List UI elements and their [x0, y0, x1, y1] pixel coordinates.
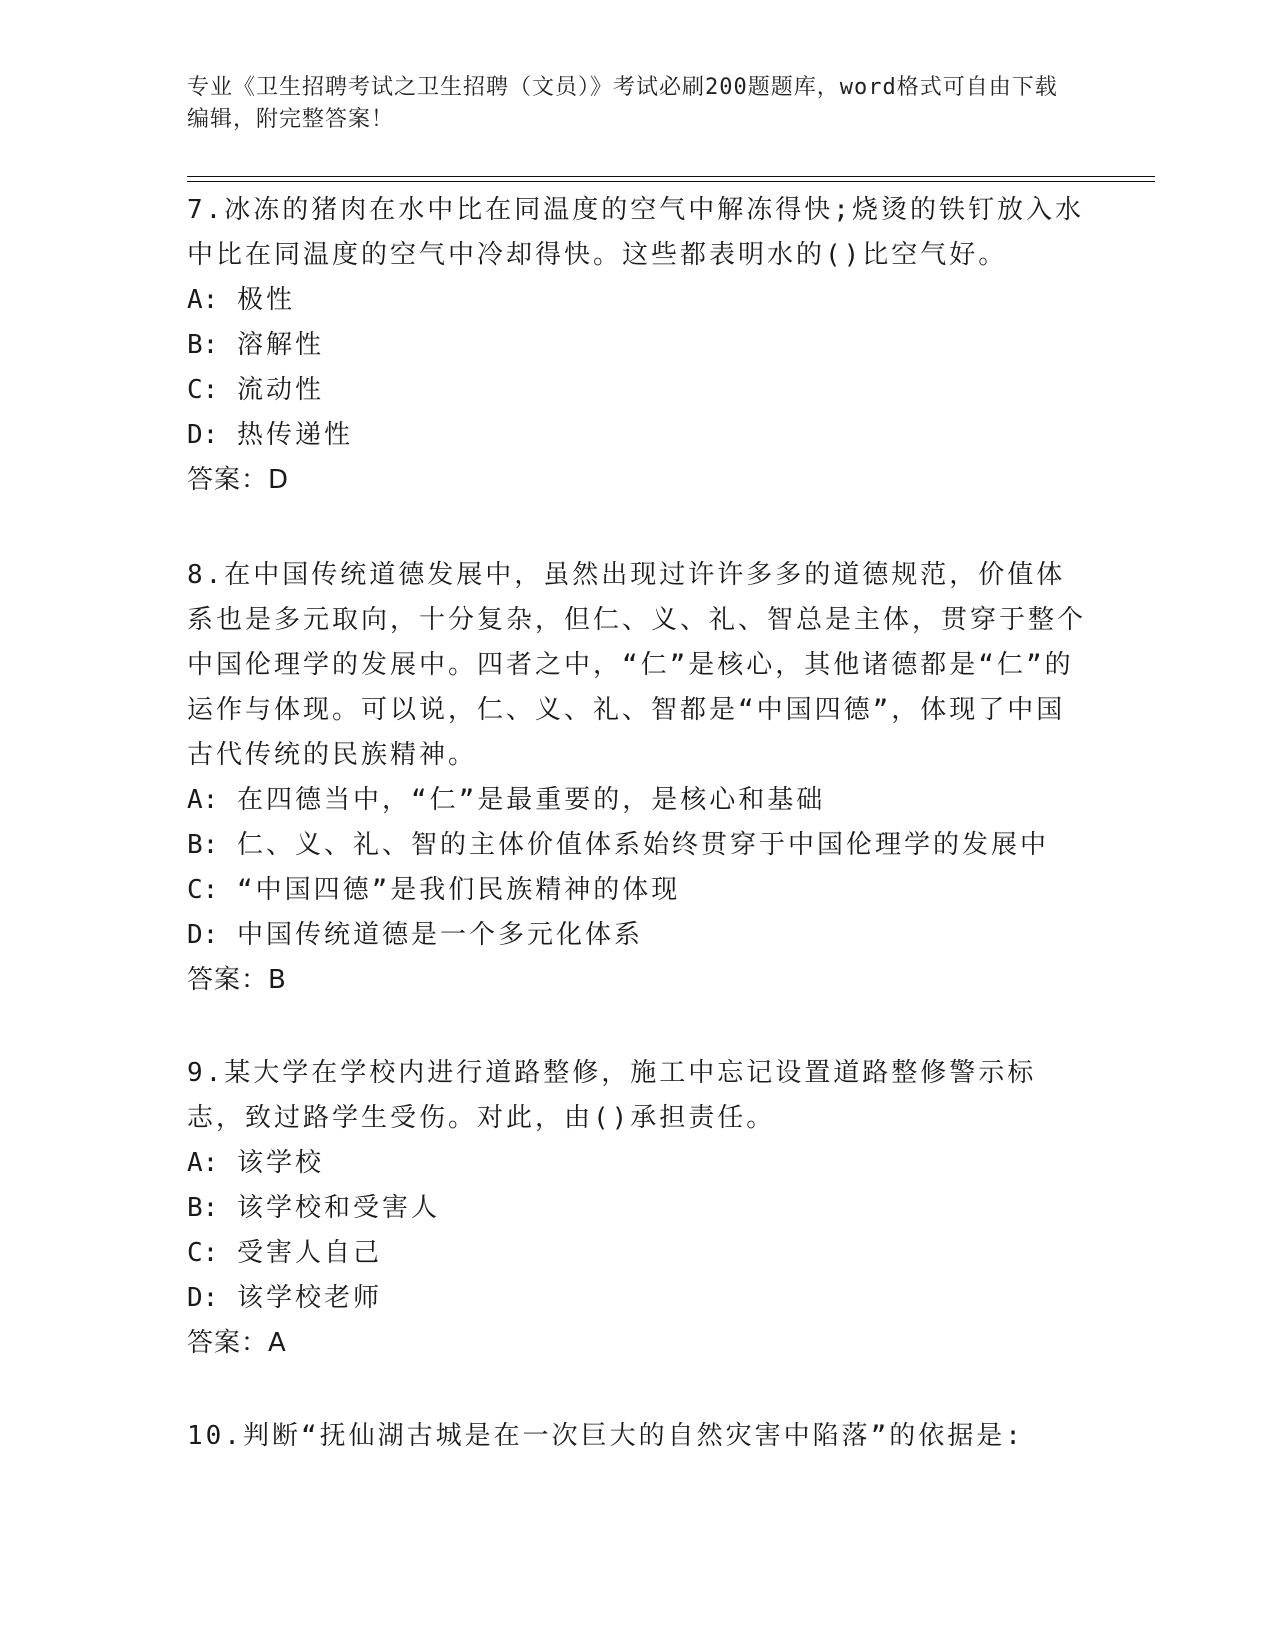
option-text: 流动性: [236, 375, 324, 405]
question-8: [187, 553, 1087, 1003]
option-key: A:: [187, 285, 219, 315]
option-a: [187, 278, 1087, 323]
question-7: [187, 188, 1087, 503]
option-text: “中国四德”是我们民族精神的体现: [236, 875, 681, 905]
option-key: A:: [187, 1148, 219, 1178]
option-key: C:: [187, 1238, 219, 1268]
question-stem: 7.冰冻的猪肉在水中比在同温度的空气中解冻得快;烧烫的铁钉放入水中比在同温度的空气中冷却得快。这些都表明水的()比空气好。: [187, 195, 1084, 270]
option-key: D:: [187, 920, 219, 950]
option-c: [187, 368, 1087, 413]
option-key: D:: [187, 1283, 219, 1313]
document-header: [187, 72, 1067, 136]
option-text: 在四德当中，“仁”是最重要的，是核心和基础: [236, 785, 826, 815]
question-9: [187, 1051, 1087, 1366]
option-d: [187, 913, 1087, 958]
question-stem: 8.在中国传统道德发展中，虽然出现过许许多多的道德规范，价值体系也是多元取向，十分复杂，但仁、义、礼、智总是主体，贯穿于整个中国伦理学的发展中。四者之中，“仁”是核心，其他诸德都是“仁”的运作与体现。可以说，仁、义、礼、智都是“中国四德”，体现了中国古代传统的民族精神。: [187, 560, 1087, 770]
answer-line: 答案：D: [187, 465, 290, 495]
option-a: [187, 778, 1087, 823]
option-key: B:: [187, 330, 219, 360]
option-text: 热传递性: [236, 420, 353, 450]
question-10: [187, 1414, 1087, 1459]
question-stem: 9.某大学在学校内进行道路整修，施工中忘记设置道路整修警示标志，致过路学生受伤。对此，由()承担责任。: [187, 1058, 1037, 1133]
option-text: 该学校老师: [236, 1283, 382, 1313]
option-key: C:: [187, 875, 219, 905]
option-d: [187, 1276, 1087, 1321]
option-text: 中国传统道德是一个多元化体系: [236, 920, 643, 950]
header-text: 专业《卫生招聘考试之卫生招聘（文员）》考试必刷200题题库，word格式可自由下载编辑，附完整答案！: [187, 75, 1058, 132]
option-text: 极性: [236, 285, 295, 315]
option-d: [187, 413, 1087, 458]
option-text: 该学校: [236, 1148, 324, 1178]
option-a: [187, 1141, 1087, 1186]
answer-line: 答案：A: [187, 1328, 287, 1358]
option-b: [187, 1186, 1087, 1231]
option-c: [187, 868, 1087, 913]
option-key: C:: [187, 375, 219, 405]
answer-line: 答案：B: [187, 965, 287, 995]
header-divider-bottom: [187, 181, 1155, 182]
question-stem: 10.判断“抚仙湖古城是在一次巨大的自然灾害中陷落”的依据是:: [187, 1421, 1024, 1451]
header-divider-top: [187, 176, 1155, 177]
option-b: [187, 823, 1087, 868]
option-text: 仁、义、礼、智的主体价值体系始终贯穿于中国伦理学的发展中: [236, 830, 1049, 860]
option-key: D:: [187, 420, 219, 450]
option-key: A:: [187, 785, 219, 815]
option-c: [187, 1231, 1087, 1276]
option-key: B:: [187, 830, 219, 860]
option-text: 溶解性: [236, 330, 324, 360]
option-b: [187, 323, 1087, 368]
option-key: B:: [187, 1193, 219, 1223]
option-text: 该学校和受害人: [236, 1193, 440, 1223]
option-text: 受害人自己: [236, 1238, 382, 1268]
